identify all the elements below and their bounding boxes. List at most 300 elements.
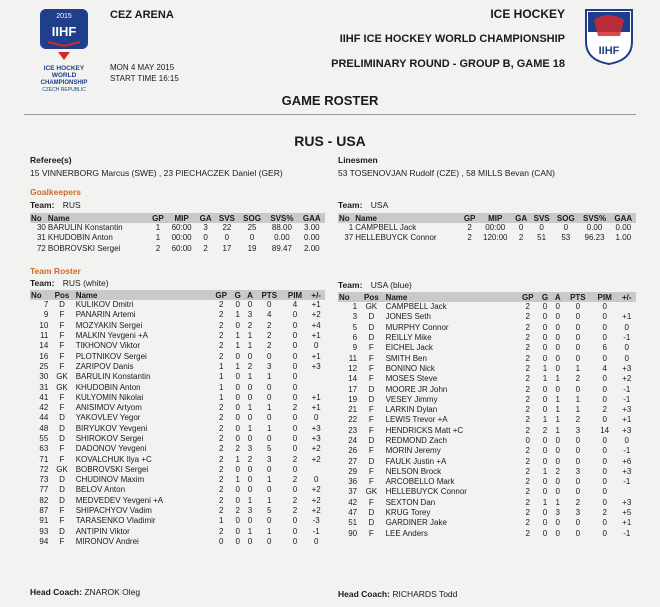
matchup-title: RUS - USA	[294, 133, 366, 149]
table-cell: 0	[602, 302, 607, 312]
table-cell: F	[59, 444, 65, 454]
column-header: A	[552, 292, 564, 302]
table-cell: 2	[218, 506, 224, 516]
table-cell: 88.00	[271, 223, 292, 233]
round-name: PRELIMINARY ROUND - GROUP B, GAME 18	[331, 58, 565, 70]
table-cell: 42	[348, 497, 358, 507]
table-cell: 0	[555, 477, 560, 487]
table-cell: 1	[155, 223, 161, 233]
rus-gk-team: RUS	[62, 200, 81, 210]
table-cell: 0	[267, 464, 272, 474]
table-cell: 0	[542, 333, 548, 343]
title-divider	[24, 114, 636, 115]
table-cell: 25	[247, 223, 257, 233]
table-cell: 3	[555, 508, 560, 518]
table-cell: 10	[39, 320, 49, 330]
table-cell: 6	[352, 333, 358, 343]
table-cell: 0	[602, 415, 607, 425]
table-cell: F	[59, 516, 65, 526]
table-cell: F	[59, 506, 65, 516]
table-cell: TIKHONOV Viktor	[75, 341, 140, 351]
table-cell: 0	[602, 333, 607, 343]
table-cell: 0	[555, 363, 560, 373]
table-cell: HELLEBUYCK Connor	[355, 233, 437, 243]
column-header: PIM	[283, 290, 308, 300]
table-cell: 3	[575, 508, 581, 518]
table-cell: 1	[235, 310, 240, 320]
table-cell: 16	[39, 351, 49, 361]
table-cell: +1	[311, 300, 321, 310]
table-cell: 0	[555, 384, 560, 394]
table-row	[30, 244, 325, 254]
table-cell: 4	[292, 300, 298, 310]
column-header: SOG	[553, 213, 578, 223]
table-cell: CAMPBELL Jack	[355, 223, 417, 233]
table-cell: 1	[218, 516, 224, 526]
table-row	[30, 527, 325, 537]
table-cell: 2	[525, 446, 530, 456]
table-cell: 0	[602, 528, 607, 538]
table-cell	[618, 487, 636, 497]
table-cell: 44	[39, 413, 49, 423]
table-cell: 3	[267, 454, 272, 464]
table-cell: 1	[542, 497, 548, 507]
table-cell: 1	[267, 495, 272, 505]
table-cell: 1	[235, 454, 240, 464]
linesmen-value: 53 TOSENOVJAN Rudolf (CZE) , 58 MILLS Bevan (CAN)	[338, 168, 555, 178]
column-header: GAA	[299, 213, 325, 223]
table-cell: 0	[575, 312, 581, 322]
usa-roster-table	[338, 292, 636, 539]
table-row	[30, 403, 325, 413]
table-cell: MOORE JR John	[385, 384, 448, 394]
table-cell: CAMPBELL Jack	[385, 302, 447, 312]
table-cell: 0	[292, 526, 298, 536]
table-cell: 51	[537, 233, 547, 243]
column-header: PIM	[592, 292, 618, 302]
table-cell: 2	[525, 322, 530, 332]
table-cell: 0	[235, 485, 240, 495]
table-cell: 1	[267, 403, 272, 413]
table-cell: 72	[36, 243, 46, 253]
table-cell: 3	[267, 361, 272, 371]
team-roster-heading: Team Roster	[30, 266, 81, 276]
table-cell: +2	[311, 310, 321, 320]
table-cell: 1.00	[615, 233, 632, 243]
start-time: START TIME 16:15	[110, 74, 179, 83]
table-cell: D	[368, 394, 375, 404]
table-cell: 0	[602, 477, 607, 487]
table-cell: GK	[56, 382, 68, 392]
table-cell: -1	[623, 384, 631, 394]
table-cell: 2	[218, 413, 224, 423]
table-cell: MURPHY Connor	[385, 322, 449, 332]
table-cell: 2	[218, 403, 224, 413]
table-cell: 2	[218, 464, 224, 474]
table-row	[338, 467, 636, 477]
table-cell: SMITH Ben	[385, 353, 427, 363]
table-cell: 1	[542, 466, 548, 476]
table-cell: 0	[235, 382, 240, 392]
table-cell: F	[59, 454, 65, 464]
table-cell: 0	[575, 353, 581, 363]
table-cell: +2	[311, 444, 321, 454]
usa-goalie-header-row	[338, 213, 636, 223]
logo-iihf: IIHF	[51, 24, 77, 39]
table-cell: 0.00	[304, 233, 320, 243]
referees-value: 15 VINNERBORG Marcus (SWE) , 23 PIECHACZEK Daniel (GER)	[30, 168, 283, 178]
table-cell: LEWIS Trevor +A	[385, 415, 448, 425]
table-cell: 72	[39, 464, 49, 474]
table-cell: 0	[555, 487, 560, 497]
table-cell: HENDRICKS Matt +C	[385, 425, 464, 435]
table-cell: 0	[235, 434, 240, 443]
table-cell: 1	[247, 331, 253, 341]
table-cell: 0	[555, 353, 560, 363]
table-row	[30, 424, 325, 434]
table-cell: 0	[542, 446, 548, 456]
table-cell: CHUDINOV Maxim	[75, 475, 145, 485]
table-cell: 0	[575, 302, 581, 312]
table-cell: LARKIN Dylan	[385, 405, 438, 415]
table-row	[338, 364, 636, 374]
usa-gk-team: USA	[370, 200, 389, 210]
table-cell: 0	[542, 353, 548, 363]
table-cell: ARCOBELLO Mark	[385, 477, 455, 487]
table-cell: 0	[542, 384, 548, 394]
table-cell: 0	[575, 322, 581, 332]
table-cell: 14	[39, 341, 49, 351]
table-cell: GK	[56, 464, 68, 474]
table-cell: 4	[602, 363, 607, 373]
table-cell: GK	[365, 302, 378, 312]
table-row	[30, 516, 325, 526]
table-cell: 0	[292, 392, 298, 402]
table-cell: 0	[267, 516, 272, 526]
table-cell: 1	[267, 475, 272, 485]
table-cell: +3	[622, 497, 632, 507]
table-cell: 0	[555, 343, 560, 353]
table-cell: 0	[575, 456, 581, 466]
table-cell: 0	[555, 446, 560, 456]
table-cell: F	[368, 415, 374, 425]
table-cell: 0	[542, 343, 548, 353]
table-cell: F	[59, 536, 65, 546]
table-cell: 31	[36, 233, 46, 243]
table-cell: D	[368, 312, 375, 322]
table-cell: 3	[575, 466, 581, 476]
table-cell: 0	[575, 487, 581, 497]
table-cell: 0	[602, 466, 607, 476]
table-cell: 2	[218, 475, 224, 485]
logo-line4: CZECH REPUBLIC	[42, 87, 86, 93]
table-row	[30, 331, 325, 341]
table-cell: -3	[312, 516, 320, 526]
column-header: G	[539, 292, 552, 302]
table-cell: 0	[247, 382, 253, 392]
table-row	[30, 506, 325, 516]
table-cell: 0	[555, 312, 560, 322]
table-cell: DADONOV Yevgeni	[75, 444, 147, 454]
table-cell: 1	[555, 497, 560, 507]
column-header: MIP	[167, 213, 196, 223]
table-row	[30, 434, 325, 444]
table-cell: D	[368, 384, 375, 394]
table-cell: 2	[267, 331, 272, 341]
table-cell: F	[59, 351, 65, 361]
table-cell: 2	[525, 384, 530, 394]
table-cell: GARDINER Jake	[385, 518, 447, 528]
table-cell: 0	[602, 312, 607, 322]
table-cell: 9	[352, 343, 358, 353]
table-cell: 22	[222, 223, 232, 233]
table-cell: 1	[235, 341, 240, 351]
table-cell: KULIKOV Dmitri	[75, 300, 134, 310]
table-cell: 0	[542, 487, 548, 497]
table-cell: 2	[525, 508, 530, 518]
table-cell: 27	[348, 456, 358, 466]
table-cell: +1	[622, 415, 632, 425]
table-cell: 73	[39, 475, 49, 485]
table-cell: 2	[218, 320, 224, 330]
table-cell: 0	[624, 436, 629, 445]
table-cell: 2	[525, 302, 530, 312]
team-label: Team:	[30, 278, 55, 288]
table-cell: KHUDOBIN Anton	[75, 382, 141, 392]
table-cell: 0	[235, 392, 240, 402]
table-row	[338, 395, 636, 405]
column-header: GP	[461, 213, 478, 223]
table-cell: 42	[39, 403, 49, 413]
table-cell: D	[368, 322, 375, 332]
table-cell: F	[59, 341, 65, 351]
table-cell: 2	[155, 243, 161, 253]
table-cell: 1	[267, 423, 272, 433]
table-cell: 5	[267, 506, 272, 516]
table-cell: 0	[542, 528, 548, 538]
table-cell: 2	[292, 475, 298, 485]
table-cell: 0	[313, 475, 319, 485]
table-cell: 0	[555, 518, 560, 528]
table-cell: 3.00	[304, 223, 320, 233]
table-cell: -1	[623, 394, 631, 404]
table-cell: 37	[348, 487, 358, 497]
table-cell: D	[59, 485, 65, 495]
table-cell: 2	[218, 423, 224, 433]
table-cell: 2	[218, 454, 224, 464]
table-cell: 0	[602, 487, 607, 497]
table-cell: GK	[56, 372, 68, 382]
table-cell: +2	[622, 374, 632, 384]
table-cell: 0	[525, 436, 530, 445]
table-row	[338, 487, 636, 497]
team-label: Team:	[30, 200, 55, 210]
table-cell: 7	[43, 300, 49, 310]
table-cell: F	[368, 405, 374, 415]
table-cell: REDMOND Zach	[385, 436, 447, 445]
column-header: GAA	[611, 213, 636, 223]
table-cell: 1	[235, 331, 240, 341]
table-cell: 0	[542, 312, 548, 322]
table-cell: F	[368, 343, 374, 353]
table-cell: +3	[311, 361, 321, 371]
table-cell: 94	[39, 536, 49, 546]
table-cell: 1	[555, 405, 560, 415]
table-cell: 0	[247, 413, 253, 423]
page-title: GAME ROSTER	[281, 93, 379, 108]
table-cell	[307, 382, 325, 392]
table-cell: 2	[218, 434, 224, 443]
table-cell: 1	[267, 372, 272, 382]
table-row	[338, 343, 636, 353]
table-row	[338, 426, 636, 436]
table-cell: 0	[555, 528, 560, 538]
table-cell: 0	[235, 413, 240, 423]
table-cell: 2	[518, 233, 524, 243]
table-cell: +1	[311, 351, 321, 361]
table-cell: HELLEBUYCK Connor	[385, 487, 467, 497]
table-cell: +2	[311, 506, 321, 516]
table-cell: +3	[311, 423, 321, 433]
table-cell	[307, 372, 325, 382]
table-cell: 21	[348, 405, 358, 415]
column-header: GP	[517, 292, 539, 302]
table-cell: 0	[575, 333, 581, 343]
table-cell: 2	[218, 351, 224, 361]
table-cell: 3	[247, 506, 253, 516]
table-cell: 0	[292, 464, 298, 474]
table-cell: BARULIN Konstantin	[47, 223, 123, 233]
table-cell: D	[59, 423, 65, 433]
usa-goalie-table	[338, 213, 636, 244]
table-cell: SHIPACHYOV Vadim	[75, 506, 152, 516]
table-cell: 0	[542, 322, 548, 332]
table-cell: 0	[247, 392, 253, 402]
table-cell: D	[59, 434, 65, 443]
column-header: No	[30, 290, 49, 300]
table-cell: 19	[348, 394, 358, 404]
table-row	[338, 436, 636, 446]
table-row	[30, 413, 325, 423]
table-row	[338, 302, 636, 312]
table-cell: 1	[555, 374, 560, 384]
table-cell: -1	[312, 526, 320, 536]
table-cell: 19	[247, 243, 257, 253]
rus-goalie-header-row	[30, 213, 325, 223]
table-cell: ANISIMOV Artyom	[75, 403, 142, 413]
coach-label: Head Coach:	[338, 589, 390, 599]
table-cell: 1	[247, 495, 253, 505]
table-cell: VESEY Jimmy	[385, 394, 438, 404]
column-header: No	[30, 213, 47, 223]
table-cell: 0	[313, 341, 319, 351]
table-cell: 2	[525, 374, 530, 384]
table-cell: 1	[247, 526, 253, 536]
table-cell: 31	[39, 382, 49, 392]
table-cell: 1	[542, 363, 548, 373]
coach-label: Head Coach:	[30, 587, 82, 597]
table-cell: 2	[525, 425, 530, 435]
table-cell: 48	[39, 423, 49, 433]
table-cell: 47	[348, 508, 358, 518]
table-cell: 2	[525, 333, 530, 343]
table-cell: 1	[155, 233, 161, 243]
table-cell: 0	[292, 485, 298, 495]
table-cell: 1	[218, 361, 224, 371]
table-cell: KULYOMIN Nikolai	[75, 392, 144, 402]
table-cell: KHUDOBIN Anton	[47, 233, 113, 243]
table-cell: -1	[623, 477, 631, 487]
table-cell: 82	[39, 495, 49, 505]
table-cell: 2	[247, 361, 253, 371]
column-header: PTS	[564, 292, 592, 302]
table-cell: 0	[539, 223, 544, 233]
table-cell: 2	[292, 403, 298, 413]
table-row	[338, 353, 636, 363]
table-cell: 0	[575, 436, 581, 445]
table-cell: 1	[218, 382, 224, 392]
column-header: MIP	[478, 213, 512, 223]
table-cell: 00:00	[171, 233, 192, 243]
table-cell: F	[59, 403, 65, 413]
table-cell: 0.00	[586, 223, 603, 233]
table-cell: +4	[311, 320, 321, 330]
table-cell: F	[368, 466, 374, 476]
table-cell: 1	[247, 341, 253, 351]
table-cell: 0	[292, 444, 298, 454]
rus-gk-team-label	[30, 200, 81, 210]
table-cell: 9	[43, 310, 49, 320]
table-cell: -1	[623, 333, 631, 343]
table-cell: 3	[247, 310, 253, 320]
table-cell: 2	[525, 343, 530, 353]
table-cell: 0	[235, 372, 240, 382]
table-cell: +2	[311, 454, 321, 464]
table-cell: D	[368, 508, 375, 518]
table-cell: 0	[267, 413, 272, 423]
table-cell: +1	[311, 403, 321, 413]
sport-name: ICE HOCKEY	[490, 7, 565, 21]
table-row	[338, 518, 636, 528]
table-cell: 0	[624, 353, 629, 363]
table-cell: 0	[235, 495, 240, 505]
table-cell: 96.23	[584, 233, 605, 243]
table-cell: MALKIN Yevgeni +A	[75, 331, 148, 341]
table-cell: BIRYUKOV Yevgeni	[75, 423, 148, 433]
column-header: No	[338, 292, 358, 302]
table-cell: D	[59, 413, 65, 423]
table-cell: 0	[602, 322, 607, 332]
table-cell: 0	[542, 477, 548, 487]
table-cell: 25	[39, 361, 49, 371]
table-cell: 2	[218, 300, 224, 310]
usa-head-coach	[338, 589, 457, 599]
table-cell: 0	[555, 436, 560, 445]
table-cell: 3	[575, 425, 581, 435]
table-cell: 0	[602, 384, 607, 394]
table-cell: 0	[247, 464, 253, 474]
table-cell: 0	[555, 456, 560, 466]
table-row	[338, 446, 636, 456]
table-cell: 51	[348, 518, 358, 528]
table-cell: 22	[348, 415, 358, 425]
column-header: Pos	[358, 292, 384, 302]
table-row	[30, 382, 325, 392]
table-cell: REILLY Mike	[385, 333, 432, 343]
column-header: Pos	[49, 290, 74, 300]
table-cell: 2	[218, 444, 224, 454]
table-cell: F	[368, 477, 374, 487]
